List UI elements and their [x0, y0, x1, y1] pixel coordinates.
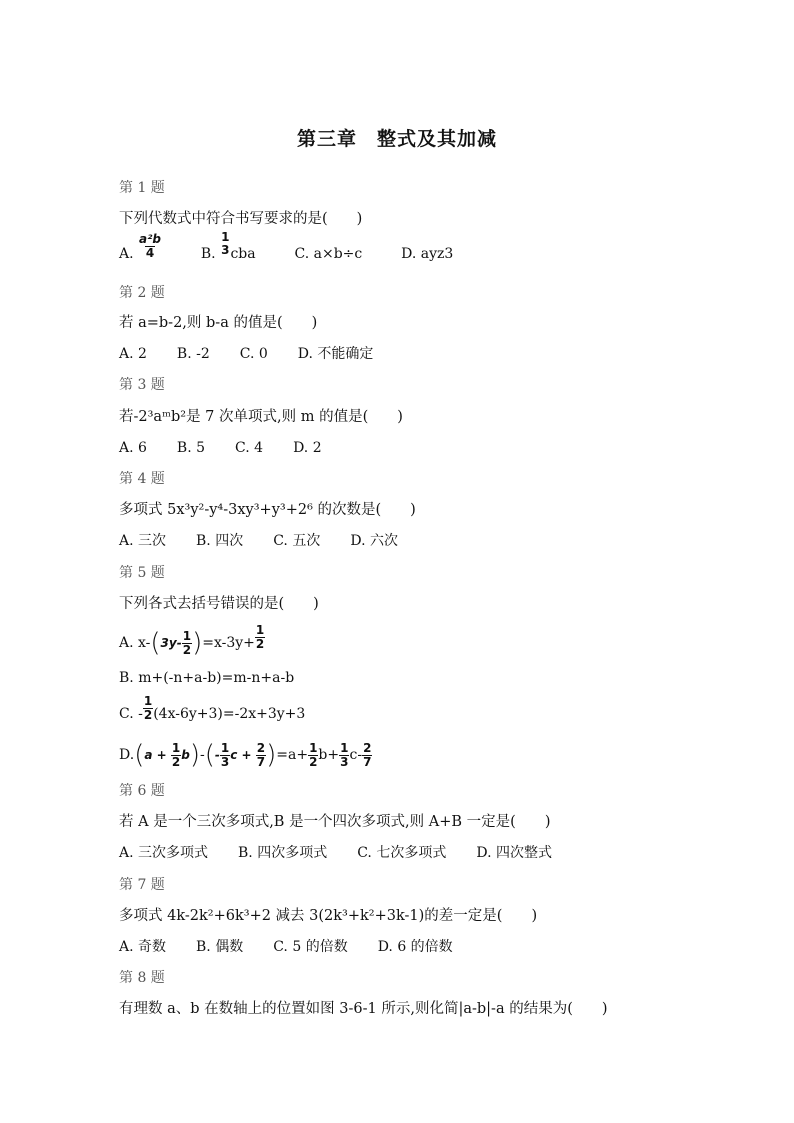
fraction: 1 3	[221, 230, 230, 257]
question-stem: 多项式 4k-2k²+6k³+2 减去 3(2k³+k²+3k-1)的差一定是( )	[119, 908, 538, 924]
option-a: A. $\frac{\text{a²b}}{4}$	[119, 231, 161, 262]
option-a: A. 6	[119, 440, 147, 456]
option-c: C. - $\frac{1}{2}$ (4x-6y+3)=-2x+3y+3	[119, 693, 306, 722]
option-a: A. 三次多项式	[119, 845, 209, 861]
question-stem: 若 A 是一个三次多项式,B 是一个四次多项式,则 A+B 一定是( )	[119, 814, 551, 830]
question-number: 第 6 题	[119, 783, 165, 799]
option-row	[119, 843, 582, 863]
option-c: C. a×b÷c	[294, 246, 363, 262]
question-stem: 下列各式去括号错误的是( )	[119, 596, 319, 612]
question-stem: 若 a=b-2,则 b-a 的值是( )	[119, 315, 318, 331]
question-number: 第 1 题	[119, 180, 165, 196]
question-stem: 有理数 a、b 在数轴上的位置如图 3-6-1 所示,则化简|a-b|-a 的结果为( )	[119, 1001, 608, 1017]
option-b: B. 四次	[196, 533, 244, 549]
option-c: C. 0	[239, 346, 268, 362]
question-stem: 若-2³aᵐb²是 7 次单项式,则 m 的值是( )	[119, 409, 403, 425]
option-b: B. 5	[176, 440, 206, 456]
question-number: 第 2 题	[119, 285, 165, 301]
question-number: 第 4 题	[119, 471, 165, 487]
option-row	[119, 230, 454, 274]
option-d: D. 6 的倍数	[377, 939, 453, 955]
question-number: 第 3 题	[119, 377, 165, 393]
option-b: B. -2	[176, 346, 210, 362]
option-row	[119, 937, 483, 957]
option-d: D. 2	[293, 440, 322, 456]
option-d: D. ayz3	[401, 246, 454, 262]
question-number: 第 8 题	[119, 970, 165, 986]
option-a: A. x-(3y- $\frac{1}{2}$ )=x-3y+ $\frac{1}{2}$	[119, 622, 265, 658]
option-a: A. 奇数	[119, 939, 167, 955]
option-d: D.(a + $\frac{1}{2}$ b)-(- $\frac{1}{3}$ c + $\frac{2}{7}$ )=a+ $\frac{1}{2}$ b+ $\frac{1}{3}$ c- $\frac{2}{7}$	[119, 740, 372, 770]
option-c: C. 4	[235, 440, 264, 456]
option-d: D. 四次整式	[476, 845, 552, 861]
option-c: C. 七次多项式	[357, 845, 447, 861]
option-b: B. 四次多项式	[238, 845, 328, 861]
option-row	[119, 344, 403, 364]
option-d: D. 六次	[350, 533, 398, 549]
option-c: C. 5 的倍数	[273, 939, 348, 955]
fraction: $\frac{\text{a²b}}{4}$	[139, 231, 161, 260]
question-number: 第 5 题	[119, 565, 165, 581]
option-b: B. 1 3 cba	[200, 230, 256, 262]
option-b: B. 偶数	[196, 939, 244, 955]
option-a: A. 2	[119, 346, 147, 362]
option-a: A. 三次	[119, 533, 167, 549]
question-stem: 下列代数式中符合书写要求的是( )	[119, 211, 363, 227]
option-row	[119, 438, 352, 458]
option-b: B. m+(-n+a-b)=m-n+a-b	[119, 670, 295, 686]
page-title: 第三章 整式及其加减	[296, 128, 497, 150]
option-row	[119, 531, 428, 551]
option-d: D. 不能确定	[297, 346, 374, 362]
option-c: C. 五次	[273, 533, 321, 549]
question-stem: 多项式 5x³y²-y⁴-3xy³+y³+2⁶ 的次数是( )	[119, 502, 416, 518]
question-number: 第 7 题	[119, 877, 165, 893]
